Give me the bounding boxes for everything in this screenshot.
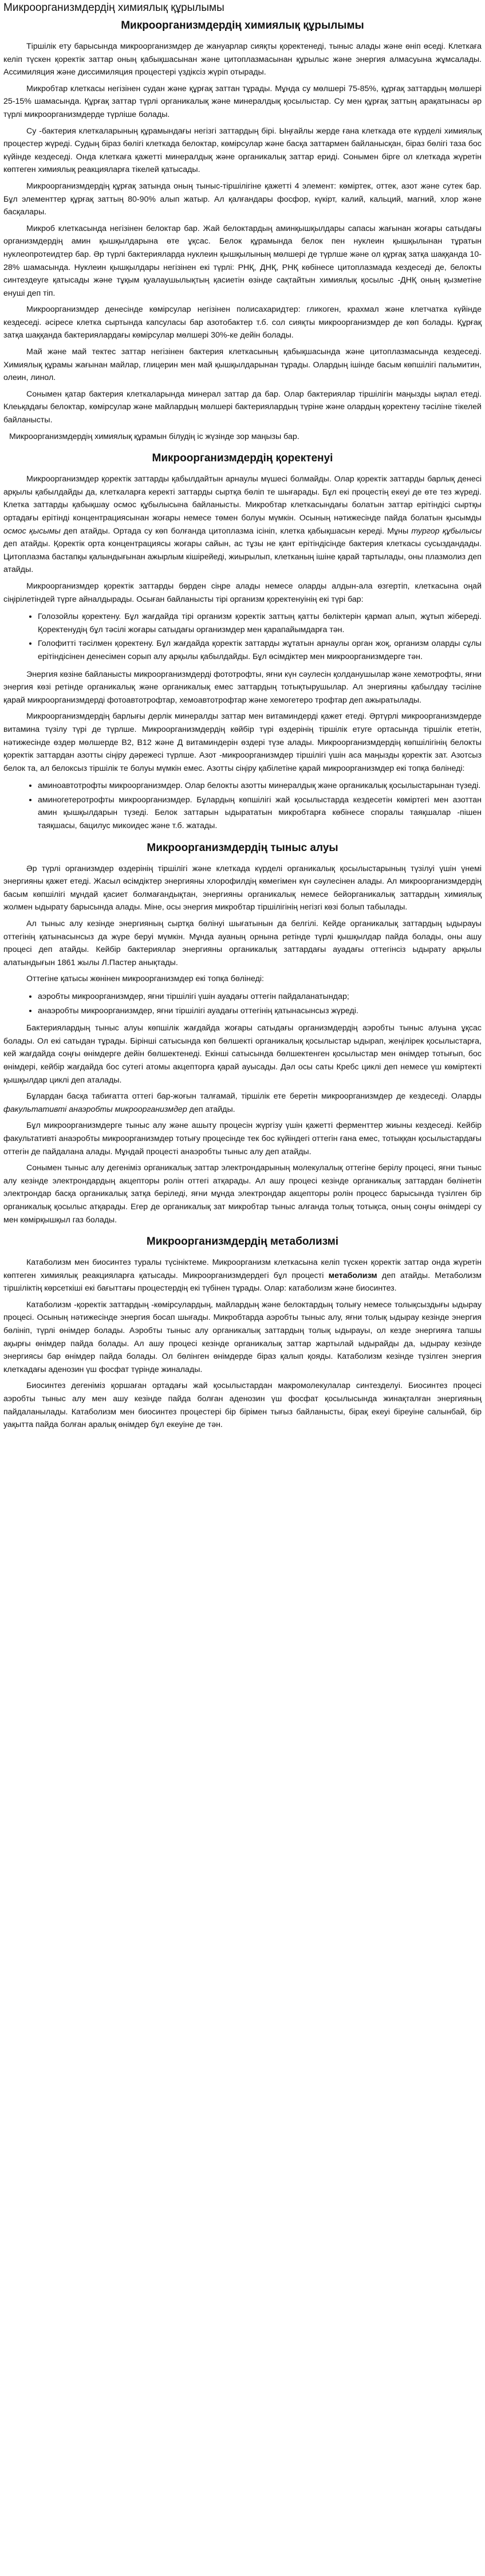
list-item: • аэробты микроорганизмдер, яғни тіршілігі үшін ауадағы оттегін пайдаланатындар; (38, 990, 482, 1003)
section (3, 451, 482, 832)
paragraph: Микроб клеткасында негізінен белоктар бар. Жай белоктардың аминқышқылдары сапасы жағынан жоғары сатыдағы организмдердің амин қышқылдарына өте ұқсас. Белок құрамында белок пен нуклеин қышқылынан тұратын нуклеопротеидтер бар. Әр түрлі бактерияларда нуклеин қышқылының мөлшері де түрлше және ол құрғақ затқа шаққанда 10-28% шамасында. Нуклеин қышқылдары негізінен екі түрлі: РНҚ, ДНҚ, РНҚ көбінесе цитоплазмада кездеседі де, белокты синтездеуге қатысады және тұқым қуалаушылықтың қасиетін өзінде сақтайтын химиялық қосылыс -ДНҚ оның қызметіне енуші деп тіп. (3, 224, 482, 298)
section-heading: Микроорганизмдердің тыныс алуы (147, 841, 338, 854)
section (3, 841, 482, 1226)
paragraph: Микроорганизмдер денесінде көмірсулар негізінен полисахаридтер: гликоген, крахмал және клетчатка күйінде кездеседі. әсіресе клетка сыртында капсуласы бар азотобактер т.б. сол сияқты микроорганизмдер де көп болады. Құрғақ затқа шаққанда бактериялардағы көмірсулар мөлшері 30%-ке дейін болады. (3, 305, 482, 340)
paragraph: Катаболизм -қоректік заттардың -көмірсулардың, майлардың және белоктардың толығу немесе толықсыздығы ыдырау процесі. Осының нәтижесінде энергия босап шығады. Микробтарда аэробты тыныс алу, яғни толық ыдырау кезінде энергия бөлініп, түрлі өнімдер болады. Аэробты тыныс алу органикалық заттардың толық ыдырауы, ол кезде энергияға тапшы ақырғы өнімдер пайда болады. Ал ашу процесі кезінде органикалық заттар жартылай ыдырайды да, ыдырау кезінде энергиясы бар өнімдер пайда болады. Ол бөлінген өнімдерде біраз қалып қояды. Катаболизм кезінде түзілген энергия клеткадағы аденозин үш фосфат түрінде жиналады. (3, 1300, 482, 1374)
paragraph: Бактериялардың тыныс алуы көпшілік жағдайда жоғары сатыдағы организмдердің аэробты тыныс алуына ұқсас болады. Ол екі сатыдан тұрады. Бірінші сатысында көп бөлшекті органикалық қосылыстар ыдырап, жеңілірек қосылыстарға, кей жағдайда соңғы өнімдерге дейін бөлшектенеді. Екінші сатысында бөлшектенген қосылыстар мен өнімдер тотығып, бос өнімдері, кейбір жағдайда бос сутегі атомы акцепторға қарай ауысады. Дәл осы саты Кребс циклі деп немесе үш көміртекті қышқылдар циклі деп аталады. (3, 1024, 482, 1085)
paragraph: Әр түрлі организмдер өздерінің тіршілігі және клеткада күрделі органикалық қосылыстарының түзілуі үшін үнемі энергияны қажет етеді. Жасыл өсімдіктер энергияны хлорофилдің көмегімен күн сәулесінен алады. Ал микроорганизмдердің басым көпшілігі мұндай қасиет болмағандықтан, энергияны органикалық немесе бейорганикалық заттардың химиялық жолмен ыдырату барысында алады. Мінe, осы энергия микробтар тіршілігінің негізгі көзі болып табылады. (3, 864, 482, 912)
paragraph: Су -бактерия клеткаларының құрамындағы негізгі заттардың бірі. Ыңғайлы жерде ғана клеткада өте күрделі химиялық процестер жүреді. Судың біраз бөлігі клеткада белоктар, көмірсулар және басқа заттармен байланысқан, біраз бөлігі таза бос күйінде кездеседі. Онда клеткаға қажетті минералдық және органикалық заттар ериді. Сонымен бірге ол клеткада жүретін көптеген химиялық реакцияларға тікелей қатысады. (3, 126, 482, 175)
bullet-list (3, 779, 482, 832)
paragraph: Сонымен қатар бактерия клеткаларында минерал заттар да бар. Олар бактериялар тіршілігін маңызды ықпал етеді. Клеьқадағы белоктар, көмірсулар және майлардың мөлшері бактериялардың түріне және олардың қоректену тәсіліне тікелей байланысты. (3, 389, 482, 425)
paragraph: Тіршілік ету барысында микроорганизмдер де жануарлар сияқты қоректенеді, тыныс алады және өніп өседі. Клеткаға келіп түскен қоректік заттар оның қабықшасынан және цитоплазмасынан құрылыс және энергия алмасуына жұмсалады. Ассимиляция және диссимиляция процестері үздіксіз жүріп отырады. (3, 42, 482, 77)
list-item: • Голозойлы қоректену. Бұл жағдайда тірі организм қоректік заттың қатты бөліктерін қармап алып, жұтып жібереді. Қоректенудің бұл тәсілі жоғары сатыдағы организмдер мен қарапайымдарға тән. (38, 610, 482, 636)
section (3, 18, 482, 443)
emphasized-term: метаболизм (328, 1271, 377, 1280)
document-title: Микроорганизмдердің химиялық құрылымы (3, 2, 224, 14)
paragraph: Оттегіне қатысы жөнінен микроорганизмдер екі топқа бөлінеді: (26, 974, 264, 984)
paragraph: Катаболизм мен биосинтез туралы түсініктеме. Микроорганизм клеткасына келіп түскен қоректік заттар онда жүретін көптеген химиялық реакцияларға қатысады. Микроорганизмдердегі бұл процесті метаболизм деп атайды. Метаболизм тіршіліктің көрсеткіші екі бағыттағы процестердің екі түбінен тұрады. Олар: катаболизм және биосинтез. (3, 1258, 482, 1293)
paragraph: Микроорганизмдердің құрғақ затында оның тыныс-тіршілігіне қажетті 4 элемент: көміртек, оттек, азот және сутек бар. Бұл элементтер құрғақ заттың 80-90% алып жатыр. Ал қалғандары фосфор, күкірт, калий, кальций, магний, хлор және басқалары. (3, 181, 482, 217)
section-heading: Микроорганизмдердің метаболизмі (146, 1236, 339, 1248)
section (3, 1234, 482, 1432)
section-heading: Микроорганизмдердің қоректенуі (152, 452, 333, 465)
document-content (3, 18, 482, 1432)
paragraph: Май және май тектес заттар негізінен бактерия клеткасының қабықшасында және цитоплазмасында кездеседі. Химиялық құрамы жағынан майлар, глицерин мен май қышқылдарынан тұрады. Олардың ішінде басым көпшілігі пальмитин, олеин, линол. (3, 347, 482, 383)
paragraph: Бұл микроорганизмдерге тыныс алу және ашыту процесін жүргізу үшін қажетті ферменттер жиыны кездеседі. Кейбір факультативті анаэробты микроорганизмдер тотығу процесінде тек бос күйіндегі оттегін ғана емес, тотыққан қосылыстардағы оттегін де пайдалана алады. Мұндай процесті анаэробты тыныс алу деп атайды. (3, 1121, 482, 1156)
paragraph: Энергия көзіне байланысты микроорганизмдерді фототрофты, яғни күн сәулесін қолданушылар және хемотрофты, яғни энергия көзі ретінде органикалық және органикалық емес заттардың тотықтырушылар. Ал энергияны қабылдау тәсіліне қарай микроорганизмдерді фотоавтотрофтар, хемоавтотрофтар және хемогетеро трофтар деп ажыратылады. (3, 669, 482, 705)
list-item: • Голофитті тәсілмен қоректену. Бұл жағдайда қоректік заттарды жұтатын арнаулы орган жоқ, организм оларды сұлы ерітіндісінен денесімен сорып алу арқылы қабылдайды. Бұл өсімдіктер мен микроорганизмдерге тән. (38, 637, 482, 663)
bullet-list (3, 990, 482, 1017)
paragraph: Ал тыныс алу кезінде энергияның сыртқа бөлінуі шығатынын да белгілі. Кейде органикалық заттардың ыдырауы оттегінің қатынасынсыз да жүре беруі мүмкін. Мұнда ауаның орнына ретінде түрлі қышқылдар пайда болады, оны ашу процесі деп атайды. Кейбір бактериялар энергияны органикалық заттардағы ауадағы оттегінсіз ыдырату арқылы алатындығын 1861 жылы Л.Пастер анықтады. (3, 919, 482, 967)
emphasized-term: тургор құбылысы (411, 526, 482, 536)
bullet-list (3, 610, 482, 663)
paragraph: Сонымен тыныс алу дегеніміз органикалық заттар электрондарының молекулалық оттегіне берілу процесі, яғни тыныс алу кезінде электрондардың акцепторы ролін оттегі атқарады. Ал ашу процесі кезінде органикалық заттардан бөлінетін электрондар басқа органикалық затқа беріледі, яғни мұнда электрондар акцепторы ролін процесс барысында түзілген бір органикалық қосылыс атқарады. Егер де органикалық зат микробтар тыныс алғанда толық тотықса, оның соңғы өнімдері су мен көмірқышқыл газ болады. (3, 1163, 482, 1225)
paragraph: Биосинтез дегеніміз қоршаған ортадағы жай қосылыстардан макромолекулалар синтезделуі. Биосинтез процесі аэробты тыныс алу мен ашу кезінде пайда болған аденозин үш фосфат қосылысында жинақталған энергияның пайдаланылады. Катаболизм мен биосинтез процестері бір бірімен тығыз байланысты, бірақ екеуі біреуіне салынбай, бір уақытта пайда болған аралық өнімдер бұл екеуіне де тән. (3, 1381, 482, 1430)
paragraph: Микроорганизмдер қоректік заттарды бөрден сіңре алады немесе оларды алдын-ала өзгертіп, клеткасына оңай сіңірілетіндей түрге айналдырады. Осыған байланысты тірі организм қоректенуінің екі түрі бар: (3, 581, 482, 604)
section-heading: Микроорганизмдердің химиялық құрылымы (121, 19, 364, 32)
paragraph: Микроорганизмдердің барлығы дерлік минералды заттар мен витаминдерді қажет етеді. Әртүрлі микроорганизмдерде витамина түзілу түрі де түрлше. Микроорганизмдердің көйбір түрі өздерінің тіршілік етуге ортасында тіршілік ететін, нәтижесінде өздер мөлшерде В2, В12 және Д витаминдерін өздері түзе алады. Микроорганизмдердің көпшілігінің белокты қоректік заттардан азотты сіңіру дәрежесі түрлше. Азот -микроорганизмдер тіршілігі үшін аса маңызды қоректік зат. Азотсыз белок та, ал белоксыз тіршілік те болуы мүмкін емес. Азотты сіңіру қабілетіне қарай микроорганизмдер екі топқа бөлінеді: (3, 712, 482, 773)
paragraph: Бұлардан басқа табиғатта оттегі бар-жоғын талғамай, тіршілік ете беретін микроорганизмдер де кездеседі. Оларды факультативті анаэробты микроорганизмдер деп атайды. (3, 1092, 482, 1114)
emphasized-term: осмос қысымы (3, 526, 61, 536)
list-item: • аминоавтотрофты микроорганизмдер. Олар белокты азотты минералдық және органикалық қосылыстарынан түзеді. (38, 779, 482, 793)
paragraph: Микробтар клеткасы негізінен судан және құрғақ заттан тұрады. Мұнда су мөлшері 75-85%, құрғақ заттардың мөлшері 25-15% шамасында. Құрғақ заттар түрлі органикалық және минералдық қосылыстар. Су мен құрғақ заттың арақатынасы әр түрлі микроорганизмдерде түрліше болады. (3, 84, 482, 119)
list-item: • аминогетеротрофты микроорганизмдер. Бұлардың көпшілігі жай қосылыстарда кездесетін көміртегі мен азоттан амин қышқылдарын түзеді. Белок заттарын ыдырататын микробтарға көбінесе споралы таяқшалар -пішен таяқшасы, бацилус микоидес және т.б. жатады. (38, 794, 482, 833)
paragraph: Микроорганизмдердің химиялық құрамын білудің іс жүзінде зор маңызы бар. (9, 432, 299, 441)
paragraph: Микроорганизмдер қоректік заттарды қабылдайтын арнаулы мүшесі болмайды. Олар қоректік заттарды барлық денесі арқылы қабылдайды да, клеткаларға керекті заттарды сыртқа бөліп те шығарады. Бұл екі процестің екеуі де өте тез жүреді. Клетка заттарды қабықшау осмос құбылысына байланысты. Микробтар клеткасындағы болатын заттар ерітіндісі сыртқы ортадағы ерітінді концентрациясынан жоғары немесе төмен болуы мүмкін. Осының нәтижесінде пайда болатын қысымды осмос қысымы деп атайды. Ортада су көп болғанда цитоплазма ісініп, клетка қабықшасын кереді. Мұны тургор құбылысы деп атайды. Қоректік орта концентрациясы жоғары сайын, ас тұзы не қант ерітіндісінде бактерия клеткасы сусыздандады. Цитоплазма бастапқы қалындығынан ажырлым кішірейеді, жиырылып, клетканың ішіне қарай тартылады, оны плазмолиз деп атайды. (3, 475, 482, 575)
emphasized-term: факультативті анаэробты микроорганизмдер (3, 1104, 187, 1114)
list-item: • анаэробты микроорганизмдер, яғни тіршілігі ауадағы оттегінің қатынасынсыз жүреді. (38, 1005, 482, 1018)
